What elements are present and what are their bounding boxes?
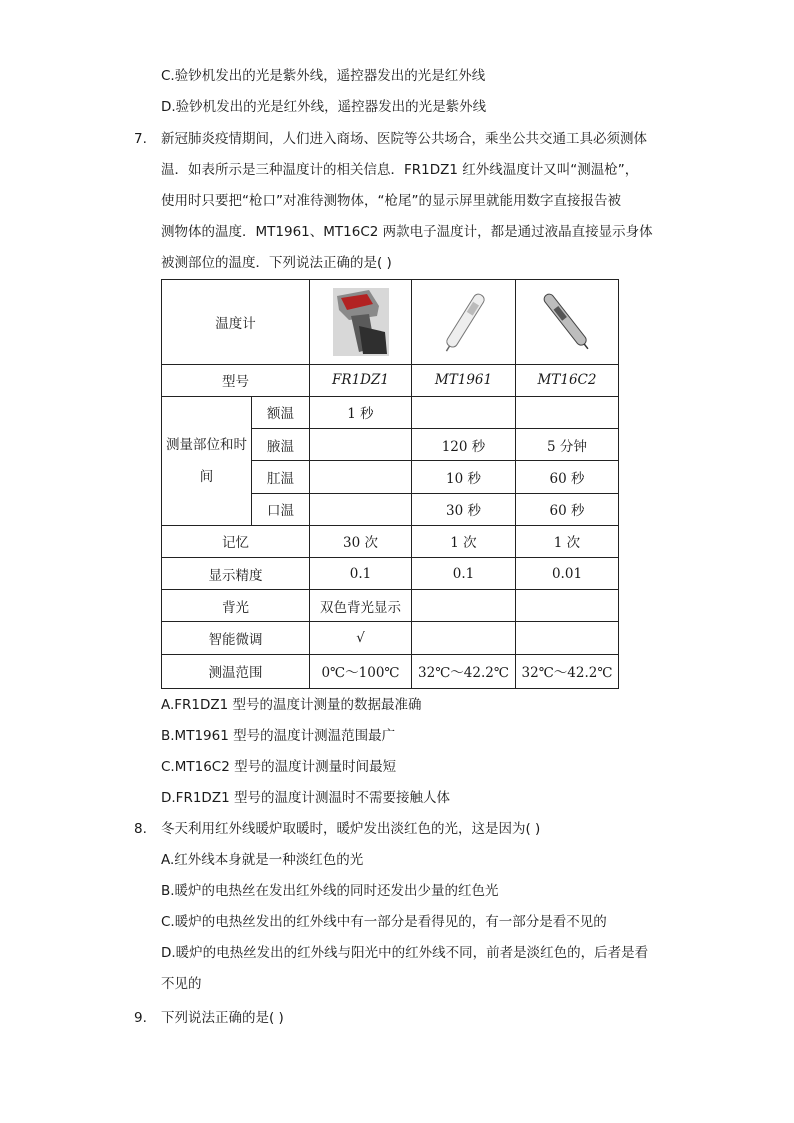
- table-cell: 5 分钟: [516, 429, 619, 461]
- thermometer-stick-icon: [434, 286, 494, 358]
- option-c-prev: C.验钞机发出的光是紫外线，遥控器发出的光是红外线: [161, 68, 486, 84]
- table-row: [162, 525, 619, 557]
- table-cell: 32℃～42.2℃: [516, 654, 619, 688]
- question-8-option-b: B.暖炉的电热丝在发出红外线的同时还发出少量的红色光: [161, 883, 499, 899]
- thermometer-gun-icon: [329, 286, 393, 358]
- table-cell: [516, 622, 619, 654]
- table-cell: 32℃～42.2℃: [412, 654, 516, 688]
- thermometer-stick-icon: [537, 286, 597, 358]
- table-cell: 120 秒: [412, 429, 516, 461]
- question-9-number: 9.: [134, 1010, 147, 1026]
- thermometer-gun-image: [310, 280, 412, 365]
- table-cell: [516, 590, 619, 622]
- table-cell: [310, 461, 412, 493]
- table-cell: 30 次: [310, 525, 412, 557]
- thermometer-mt1961-image: [412, 280, 516, 365]
- table-cell: 0℃～100℃: [310, 654, 412, 688]
- table-cell: 60 秒: [516, 493, 619, 525]
- table-row: [162, 364, 619, 396]
- table-row: [162, 558, 619, 590]
- row-label: 显示精度: [162, 558, 310, 590]
- model-cell: MT1961: [412, 364, 516, 396]
- table-cell: 60 秒: [516, 461, 619, 493]
- question-7-option-b: B.MT1961 型号的温度计测温范围最广: [161, 728, 396, 744]
- table-header-label: 温度计: [162, 280, 310, 365]
- question-8-option-d: D.暖炉的电热丝发出的红外线与阳光中的红外线不同，前者是淡红色的，后者是看: [161, 945, 649, 961]
- model-label: 型号: [162, 364, 310, 396]
- table-cell: 1 秒: [310, 396, 412, 428]
- question-7-number: 7.: [134, 131, 147, 147]
- table-cell: 1 次: [412, 525, 516, 557]
- question-7-stem-line-4: 测物体的温度．MT1961、MT16C2 两款电子温度计，都是通过液晶直接显示身体: [161, 224, 653, 240]
- question-7-stem-line-1: 新冠肺炎疫情期间，人们进入商场、医院等公共场合，乘坐公共交通工具必须测体: [161, 131, 647, 147]
- question-7-option-c: C.MT16C2 型号的温度计测量时间最短: [161, 759, 397, 775]
- table-cell: [412, 396, 516, 428]
- table-row: [162, 280, 619, 365]
- table-row: [162, 590, 619, 622]
- measure-label: 测量部位和时间: [162, 396, 252, 525]
- table-cell: [310, 429, 412, 461]
- question-8-option-a: A.红外线本身就是一种淡红色的光: [161, 852, 364, 868]
- question-8-number: 8.: [134, 821, 147, 837]
- table-row: [162, 654, 619, 688]
- measure-part: 额温: [252, 396, 310, 428]
- table-cell: 双色背光显示: [310, 590, 412, 622]
- table-cell: [310, 493, 412, 525]
- row-label: 记忆: [162, 525, 310, 557]
- table-cell: 0.1: [310, 558, 412, 590]
- question-7-option-a: A.FR1DZ1 型号的温度计测量的数据最准确: [161, 697, 422, 713]
- question-7-option-d: D.FR1DZ1 型号的温度计测温时不需要接触人体: [161, 790, 450, 806]
- measure-part: 口温: [252, 493, 310, 525]
- table-row: [162, 622, 619, 654]
- thermometer-table: [161, 279, 619, 689]
- table-cell: 30 秒: [412, 493, 516, 525]
- thermometer-mt16c2-image: [516, 280, 619, 365]
- table-cell: 0.1: [412, 558, 516, 590]
- question-7-stem-line-5: 被测部位的温度．下列说法正确的是( ): [161, 255, 392, 271]
- measure-part: 肛温: [252, 461, 310, 493]
- table-cell: [412, 590, 516, 622]
- model-cell: FR1DZ1: [310, 364, 412, 396]
- table-row: [162, 396, 619, 428]
- row-label: 背光: [162, 590, 310, 622]
- question-8-option-c: C.暖炉的电热丝发出的红外线中有一部分是看得见的，有一部分是看不见的: [161, 914, 607, 930]
- table-cell: [516, 396, 619, 428]
- row-label: 测温范围: [162, 654, 310, 688]
- row-label: 智能微调: [162, 622, 310, 654]
- model-cell: MT16C2: [516, 364, 619, 396]
- measure-part: 腋温: [252, 429, 310, 461]
- question-8-option-d-continued: 不见的: [161, 976, 202, 992]
- question-7-stem-line-2: 温．如表所示是三种温度计的相关信息．FR1DZ1 红外线温度计又叫“测温枪”，: [161, 162, 639, 178]
- question-9-stem: 下列说法正确的是( ): [161, 1010, 284, 1026]
- table-cell: 10 秒: [412, 461, 516, 493]
- table-cell: [412, 622, 516, 654]
- question-7-stem-line-3: 使用时只要把“枪口”对准待测物体，“枪尾”的显示屏里就能用数字直接报告被: [161, 193, 621, 209]
- table-cell: √: [310, 622, 412, 654]
- question-8-stem: 冬天利用红外线暖炉取暖时，暖炉发出淡红色的光，这是因为( ): [161, 821, 541, 837]
- table-cell: 1 次: [516, 525, 619, 557]
- table-cell: 0.01: [516, 558, 619, 590]
- option-d-prev: D.验钞机发出的光是红外线，遥控器发出的光是紫外线: [161, 99, 487, 115]
